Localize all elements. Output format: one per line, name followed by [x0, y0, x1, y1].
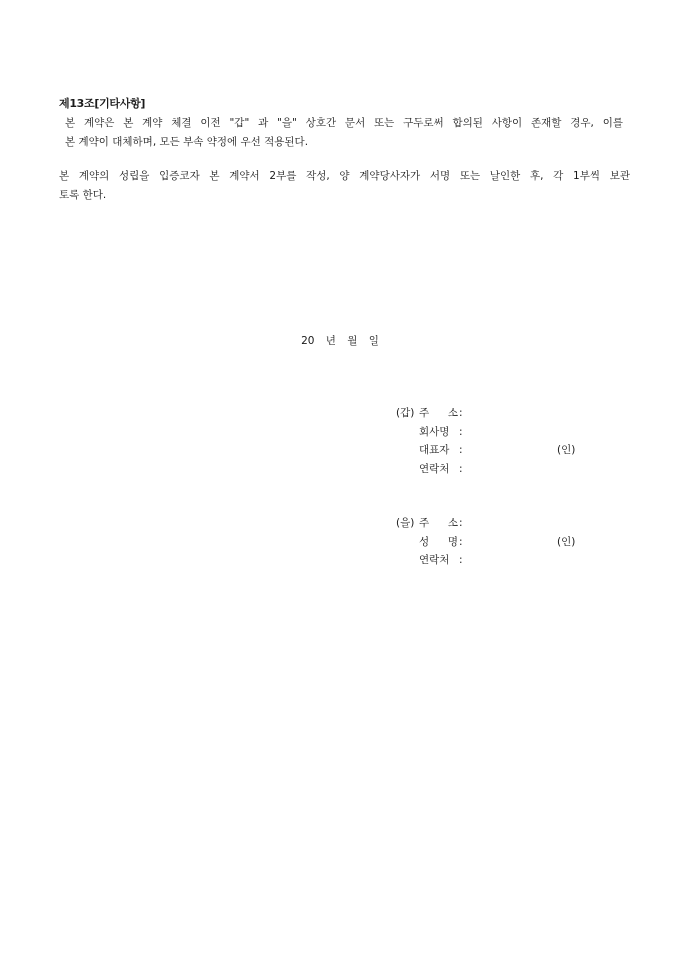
- field-colon: :: [459, 517, 463, 529]
- field-colon: :: [459, 407, 463, 419]
- field-colon: :: [459, 462, 463, 475]
- party-a-block: [396, 404, 596, 478]
- seal-mark: (인): [557, 444, 576, 456]
- article-paragraph: [59, 114, 623, 152]
- party-b-address-row: [396, 514, 596, 533]
- party-a-contact-row: [396, 460, 596, 479]
- field-colon: :: [459, 444, 463, 456]
- party-b-block: [396, 514, 596, 570]
- article-title: 제13조[기타사항]: [59, 97, 146, 110]
- contact-label: 연락처: [419, 462, 450, 475]
- party-a-address-row: [396, 404, 596, 423]
- address-label: 주 소: [419, 407, 458, 419]
- contract-date: 20 년 월 일: [301, 335, 379, 347]
- closing-paragraph: [59, 167, 630, 205]
- article-paragraph-line: 본 계약이 대체하며, 모든 부속 약정에 우선 적용된다.: [65, 136, 309, 148]
- contact-label: 연락처: [419, 554, 450, 566]
- representative-label: 대표자: [419, 444, 450, 456]
- party-a-tag: (갑): [396, 407, 415, 419]
- field-colon: :: [459, 554, 463, 566]
- field-colon: :: [459, 535, 463, 548]
- field-colon: :: [459, 425, 463, 438]
- party-b-contact-row: [396, 551, 596, 570]
- party-a-company-row: [396, 423, 596, 442]
- name-label: 성 명: [419, 535, 458, 548]
- address-label: 주 소: [419, 517, 458, 529]
- company-label: 회사명: [419, 425, 450, 438]
- party-b-tag: (을): [396, 517, 415, 529]
- closing-paragraph-line: 본 계약의 성립을 입증코자 본 계약서 2부를 작성, 양 계약당사자가 서명 또는 날인한 후, 각 1부씩 보관: [59, 170, 630, 182]
- party-a-representative-row: [396, 441, 596, 460]
- article-paragraph-line: 본 계약은 본 계약 체결 이전 "갑" 과 "을" 상호간 문서 또는 구두로써 합의된 사항이 존재할 경우, 이를: [65, 117, 623, 129]
- seal-mark: (인): [557, 535, 576, 548]
- closing-paragraph-line: 토록 한다.: [59, 189, 107, 201]
- party-b-name-row: [396, 533, 596, 552]
